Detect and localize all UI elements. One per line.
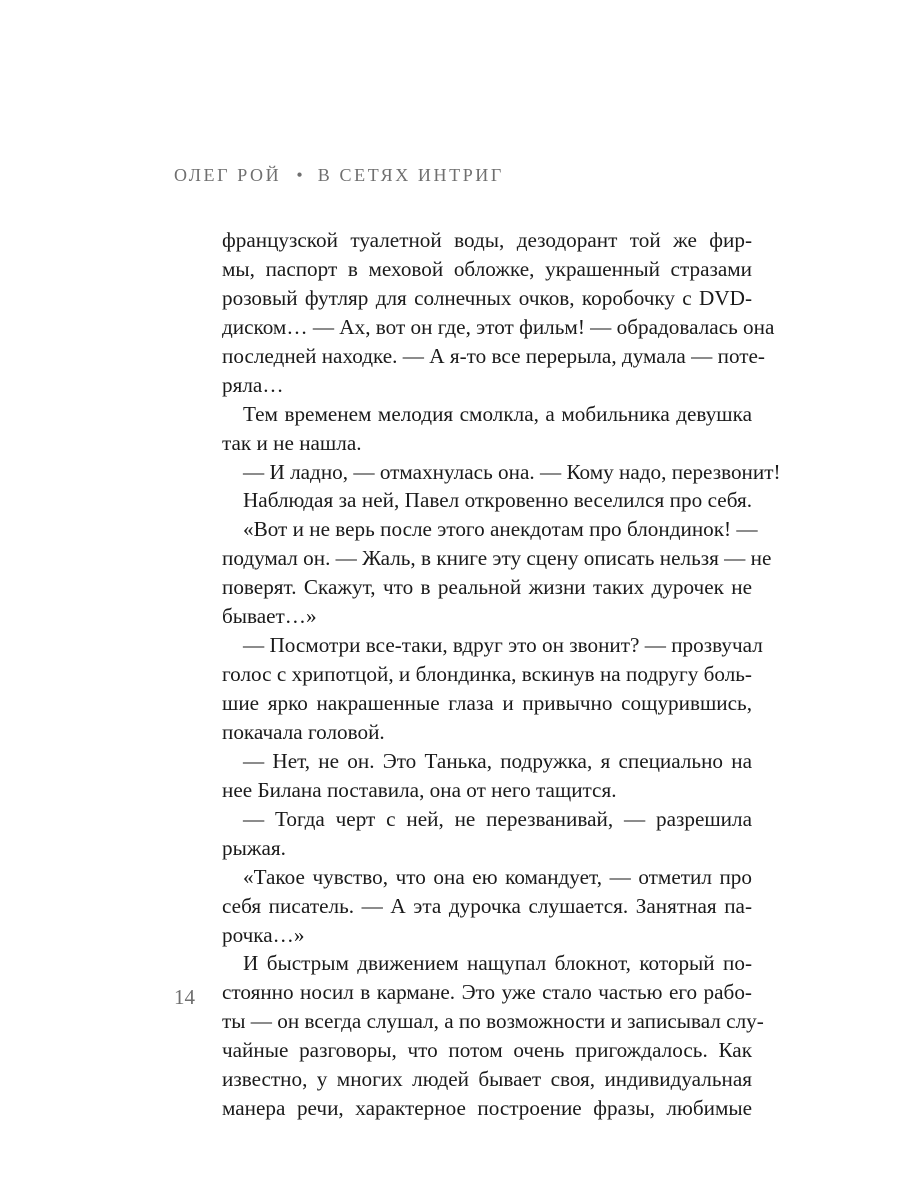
text-line: покачала головой. <box>222 719 385 744</box>
text-line: «Вот и не верь после этого анекдотам про блондинок! — <box>243 517 758 542</box>
text-line: — И ладно, — отмахнулась она. — Кому надо, перезвонит! <box>243 459 781 484</box>
header-author: ОЛЕГ РОЙ <box>174 165 282 185</box>
text-line: — Нет, не он. Это Танька, подружка, я специально на <box>243 748 752 773</box>
text-line: известно, у многих людей бывает своя, индивидуальная <box>222 1067 752 1092</box>
text-line: рочка…» <box>222 922 305 947</box>
text-line: стоянно носил в кармане. Это уже стало частью его рабо- <box>222 980 752 1005</box>
text-line: — Тогда черт с ней, не перезванивай, — разрешила <box>243 806 752 831</box>
text-line: рыжая. <box>222 835 286 860</box>
text-line: диском… — Ах, вот он где, этот фильм! — обрадовалась она <box>222 314 775 339</box>
header-separator: • <box>296 165 303 185</box>
text-line: чайные разговоры, что потом очень пригождалось. Как <box>222 1038 752 1063</box>
text-line: бывает…» <box>222 604 317 629</box>
text-line: Тем временем мелодия смолкла, а мобильника девушка <box>243 401 752 426</box>
text-line: последней находке. — А я-то все перерыла, думала — поте- <box>222 343 765 368</box>
text-line: шие ярко накрашенные глаза и привычно сощурившись, <box>222 691 752 715</box>
text-line: манера речи, характерное построение фразы, любимые <box>222 1096 752 1121</box>
text-line: подумал он. — Жаль, в книге эту сцену описать нельзя — не <box>222 546 772 571</box>
text-line: мы, паспорт в меховой обложке, украшенный стразами <box>222 256 752 281</box>
text-line: так и не нашла. <box>222 430 362 455</box>
text-line: Наблюдая за ней, Павел откровенно веселился про себя. <box>243 488 752 513</box>
text-line: поверят. Скажут, что в реальной жизни таких дурочек не <box>222 575 752 600</box>
text-line: голос с хрипотцой, и блондинка, вскинув на подругу боль- <box>222 662 752 687</box>
running-header <box>174 165 504 186</box>
text-line: розовый футляр для солнечных очков, коробочку с DVD- <box>222 285 752 310</box>
text-line: И быстрым движением нащупал блокнот, который по- <box>243 951 752 976</box>
text-line: ряла… <box>222 372 284 397</box>
text-line: «Такое чувство, что она ею командует, — отметил про <box>243 864 752 889</box>
text-line: французской туалетной воды, дезодорант той же фир- <box>222 228 752 252</box>
text-line: нее Билана поставила, она от него тащится. <box>222 777 617 802</box>
body-text <box>222 226 781 1123</box>
text-line: ты — он всегда слушал, а по возможности и записывал слу- <box>222 1009 764 1034</box>
text-line: себя писатель. — А эта дурочка слушается. Занятная па- <box>222 893 752 918</box>
text-line: — Посмотри все-таки, вдруг это он звонит? — прозвучал <box>243 633 763 658</box>
page-number: 14 <box>174 985 195 1009</box>
header-book-title: В СЕТЯХ ИНТРИГ <box>317 165 504 185</box>
